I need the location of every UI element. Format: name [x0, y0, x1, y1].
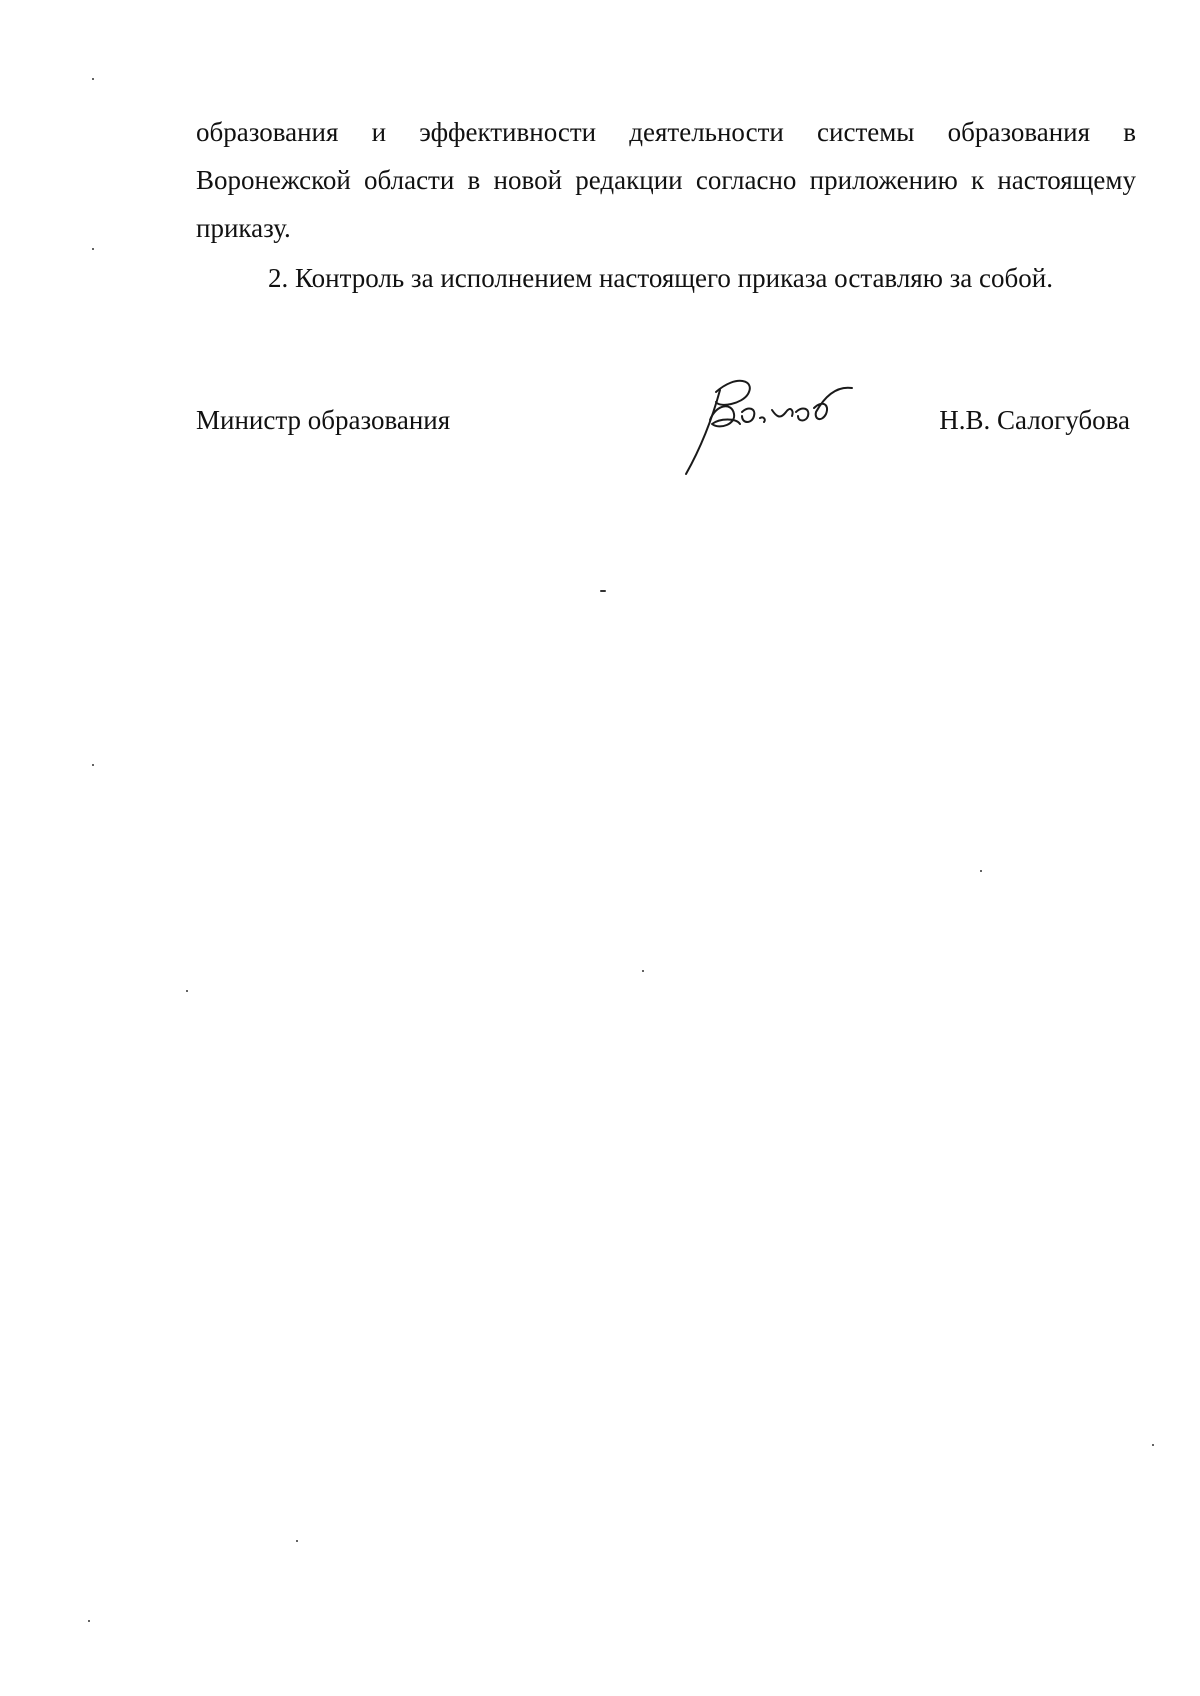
scan-speck — [642, 970, 644, 972]
paragraph-1-line: Воронежской области в новой редакции согласно приложению к настоящему — [196, 165, 1136, 195]
signatory-role: Министр образования — [196, 405, 451, 435]
scan-speck — [88, 1620, 90, 1622]
scan-speck — [186, 990, 188, 992]
paragraph-1 — [196, 108, 1136, 252]
scan-speck — [296, 1540, 298, 1542]
paragraph-1-line: приказу. — [196, 213, 291, 243]
paragraph-2: 2. Контроль за исполнением настоящего приказа оставляю за собой. — [268, 263, 1053, 293]
signatory-name: Н.В. Салогубова — [939, 405, 1130, 435]
scan-speck — [92, 78, 94, 80]
scan-speck — [980, 870, 982, 872]
scan-speck — [600, 590, 606, 592]
scan-speck — [1152, 1444, 1154, 1446]
handwritten-signature-icon — [676, 372, 876, 482]
scan-speck — [92, 764, 94, 766]
paragraph-1-line: образования и эффективности деятельности системы образования в — [196, 117, 1136, 147]
scan-speck — [92, 248, 94, 250]
